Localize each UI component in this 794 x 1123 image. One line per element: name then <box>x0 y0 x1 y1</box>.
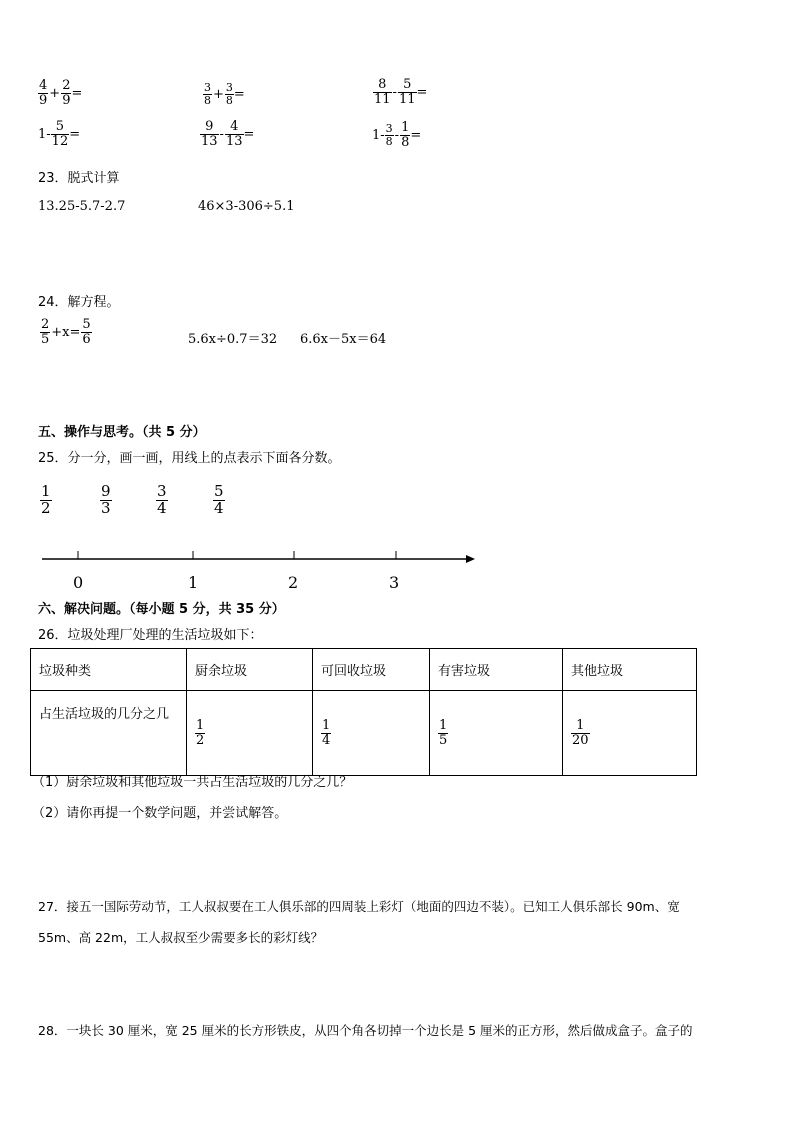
frac-expr-r1c2: $\frac{3}{8}$ + $\frac{3}{8}$ = <box>204 81 245 107</box>
table-header-row <box>31 649 697 691</box>
table-cell-fraction: $\frac{1}{4}$ <box>313 691 430 776</box>
frac-expr-r2c3: 1- $\frac{3}{8}$ - $\frac{1}{8}$ = <box>372 120 422 150</box>
q24-title: 24．解方程。 <box>38 295 120 310</box>
q25-fraction-1: $\frac{1}{2}$ <box>41 482 51 517</box>
q23-expr-2: 46×3-306÷5.1 <box>198 199 295 214</box>
axis-label-3: 3 <box>389 573 400 592</box>
axis-label-1: 1 <box>188 573 199 592</box>
q28-line-1: 28．一块长 30 厘米，宽 25 厘米的长方形铁皮，从四个角各切掉一个边长是 5 厘米的正方形，然后做成盒子。盒子的 <box>38 1023 693 1038</box>
q26-sub-question-1: （1）厨余垃圾和其他垃圾一共占生活垃圾的几分之几？ <box>32 775 353 790</box>
table-cell-fraction: $\frac{1}{20}$ <box>563 691 697 776</box>
axis-label-0: 0 <box>73 573 84 592</box>
table-cell-fraction: $\frac{1}{5}$ <box>430 691 563 776</box>
frac-expr-r1c3: $\frac{8}{11}$ - $\frac{5}{11}$ = <box>374 77 428 107</box>
q26-sub-question-2: （2）请你再提一个数学问题，并尝试解答。 <box>32 806 288 821</box>
table-header-cell: 有害垃圾 <box>430 649 563 691</box>
table-header-cell: 其他垃圾 <box>563 649 697 691</box>
table-row-label: 占生活垃圾的几分之几 <box>31 691 187 776</box>
section6-title: 六、解决问题。（每小题 5 分，共 35 分） <box>38 602 285 617</box>
frac-expr-r1c1: $\frac{4}{9}$ + $\frac{2}{9}$ = <box>39 78 83 108</box>
arrow-right-icon <box>466 555 475 563</box>
q25-fraction-4: $\frac{5}{4}$ <box>214 482 224 517</box>
q24-equation-1: $\frac{2}{5}$ +x= $\frac{5}{6}$ <box>41 317 91 347</box>
axis-label-2: 2 <box>288 573 299 592</box>
frac-expr-r2c2: $\frac{9}{13}$ - $\frac{4}{13}$ = <box>201 119 255 149</box>
q23-expr-1: 13.25-5.7-2.7 <box>38 199 126 214</box>
q24-equation-3: 6.6x－5x＝64 <box>300 332 387 347</box>
q24-equation-2: 5.6x÷0.7＝32 <box>188 332 278 347</box>
table-header-cell: 垃圾种类 <box>31 649 187 691</box>
frac-expr-r2c1: 1- $\frac{5}{12}$ = <box>38 119 81 149</box>
q27-line-1: 27．接五一国际劳动节，工人叔叔要在工人俱乐部的四周装上彩灯（地面的四边不装）。已知工人俱乐部长 90m、宽 <box>38 899 680 914</box>
table-row <box>31 691 697 776</box>
table-cell-fraction: $\frac{1}{2}$ <box>187 691 313 776</box>
q25-title: 25．分一分，画一画，用线上的点表示下面各分数。 <box>38 451 341 466</box>
table-header-cell: 厨余垃圾 <box>187 649 313 691</box>
q23-title: 23．脱式计算 <box>38 171 120 186</box>
table-header-cell: 可回收垃圾 <box>313 649 430 691</box>
q25-fraction-3: $\frac{3}{4}$ <box>157 482 167 517</box>
section5-title: 五、操作与思考。（共 5 分） <box>38 425 206 440</box>
garbage-table <box>30 648 697 776</box>
q27-line-2: 55m、高 22m，工人叔叔至少需要多长的彩灯线？ <box>38 930 324 945</box>
q26-title: 26．垃圾处理厂处理的生活垃圾如下： <box>38 628 263 643</box>
q25-fraction-2: $\frac{9}{3}$ <box>101 482 111 517</box>
